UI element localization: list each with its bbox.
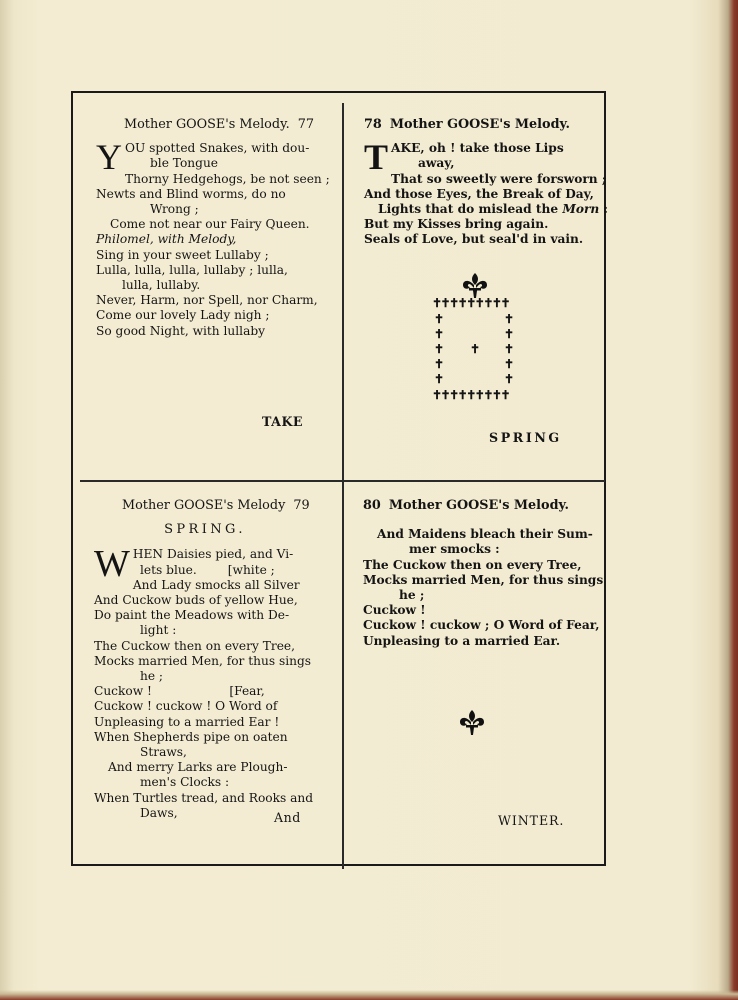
verse-line: That so sweetly were forsworn ; [391,171,607,186]
verse-line: When Turtles tread, and Rooks and [94,790,314,805]
verse-line: Cuckow ! [363,603,426,618]
verse-line: And Lady smocks all Silver [132,577,300,592]
verse-line: OU spotted Snakes, with dou- [125,141,310,156]
catchword: And [274,810,301,825]
verse-line: mer smocks : [409,542,500,557]
verse-block [364,137,609,247]
page-number: 79 [293,498,310,513]
verse-line: ble Tongue [150,156,219,171]
cross-icon: ✝ [470,342,481,356]
verse-line: Newts and Blind worms, do no [96,186,286,201]
verse-line: The Cuckow then on every Tree, [94,638,295,653]
page-79-header [94,498,326,513]
verse-line: Sing in your sweet Lullaby ; [96,247,269,262]
cross-icon: ✝ [504,357,515,371]
verse-line: Mocks married Men, for thus sings [94,653,312,668]
verse-line: Thorny Hedgehogs, be not seen ; [125,171,330,186]
cross-icon: ✝ [434,327,445,341]
page-78-header [364,117,590,132]
verse-line: And those Eyes, the Break of Day, [364,186,594,201]
catchword: TAKE [262,414,303,429]
catchword: WINTER. [498,813,565,828]
vertical-divider [342,103,344,869]
verse-block [363,527,604,649]
verse-line: When Shepherds pipe on oaten [94,729,288,744]
verse-block [96,137,332,339]
section-title: SPRING. [164,522,246,538]
verse-line: he ; [399,588,425,603]
verse-line-text: Lights that do mislead the [378,202,563,217]
running-title: Mother GOOSE's Melody. [389,117,570,132]
book-cover-edge [0,990,738,1000]
verse-line: Straws, [140,745,187,760]
verse-line-text: Philomel, with Melody, [96,232,237,247]
page-80-header [363,498,593,513]
verse-line: Cuckow ! cuckow ; O Word of Fear, [363,618,600,633]
verse-line: lets blue. [white ; [140,562,275,577]
horizontal-divider [80,480,605,482]
fleur-de-lis-icon [457,709,487,737]
verse-line: AKE, oh ! take those Lips [391,141,564,156]
verse-line: So good Night, with lullaby [96,323,266,338]
page-number: 80 [363,498,381,513]
verse-line: Cuckow ! [Fear, [94,684,265,699]
drop-cap: Y [96,137,122,178]
verse-line: But my Kisses bring again. [364,217,549,232]
cross-icon: ✝ [504,312,515,326]
running-title: Mother GOOSE's Melody. [388,498,569,513]
verse-line: Cuckow ! cuckow ! O Word of [94,699,278,714]
verse-line [96,232,332,247]
verse-line [364,202,609,217]
verse-line: The Cuckow then on every Tree, [363,557,582,572]
cross-icon: ✝ [504,342,515,356]
verse-line: HEN Daisies pied, and Vi- [132,547,294,562]
cross-icon: ✝ [434,357,445,371]
drop-cap: W [94,543,130,586]
page-77-panel [96,117,332,462]
verse-line: Unpleasing to a married Ear ! [94,714,280,729]
verse-line: And merry Larks are Plough- [108,760,288,775]
page-77-header [96,117,332,132]
verse-line-text: : [599,202,609,217]
verse-block [94,543,326,821]
verse-line: Seals of Love, but seal'd in vain. [364,232,584,247]
verse-line: he ; [140,669,164,684]
verse-line: Never, Harm, nor Spell, nor Charm, [96,293,318,308]
cross-icon: ✝ [504,372,515,386]
verse-line: Lulla, lulla, lulla, lullaby ; lulla, [96,262,288,277]
verse-line-italic-word: Morn [562,202,600,217]
verse-line: Unpleasing to a married Ear. [363,633,561,648]
page-80-panel [363,498,604,833]
verse-line: And Cuckow buds of yellow Hue, [94,593,298,608]
verse-line: Come not near our Fairy Queen. [110,217,310,232]
cross-icon: ✝ [504,327,515,341]
page-number: 77 [297,117,314,132]
page-number: 78 [364,117,382,132]
verse-line: Wrong ; [150,202,199,217]
verse-line: away, [418,156,455,171]
verse-line: Come our lovely Lady nigh ; [96,308,270,323]
verse-line: And Maidens bleach their Sum- [377,527,593,542]
catchword: SPRING [489,430,562,445]
cross-row-top: ✝✝✝✝✝✝✝✝✝ [432,296,509,310]
verse-line: Daws, [140,805,178,820]
verse-line: Mocks married Men, for thus sings [363,572,604,587]
verse-line: light : [140,623,177,638]
running-title: Mother GOOSE's Melody. [124,117,290,132]
page-79-panel [94,498,326,833]
cross-icon: ✝ [434,372,445,386]
cross-border-ornament [432,296,515,402]
cross-icon: ✝ [434,342,445,356]
cross-row-bottom: ✝✝✝✝✝✝✝✝✝ [432,388,509,402]
drop-cap: T [364,137,389,178]
verse-line: men's Clocks : [140,775,230,790]
cross-icon: ✝ [434,312,445,326]
verse-line: lulla, lullaby. [122,278,201,293]
verse-line: Do paint the Meadows with De- [94,608,290,623]
running-title: Mother GOOSE's Melody [122,498,286,513]
